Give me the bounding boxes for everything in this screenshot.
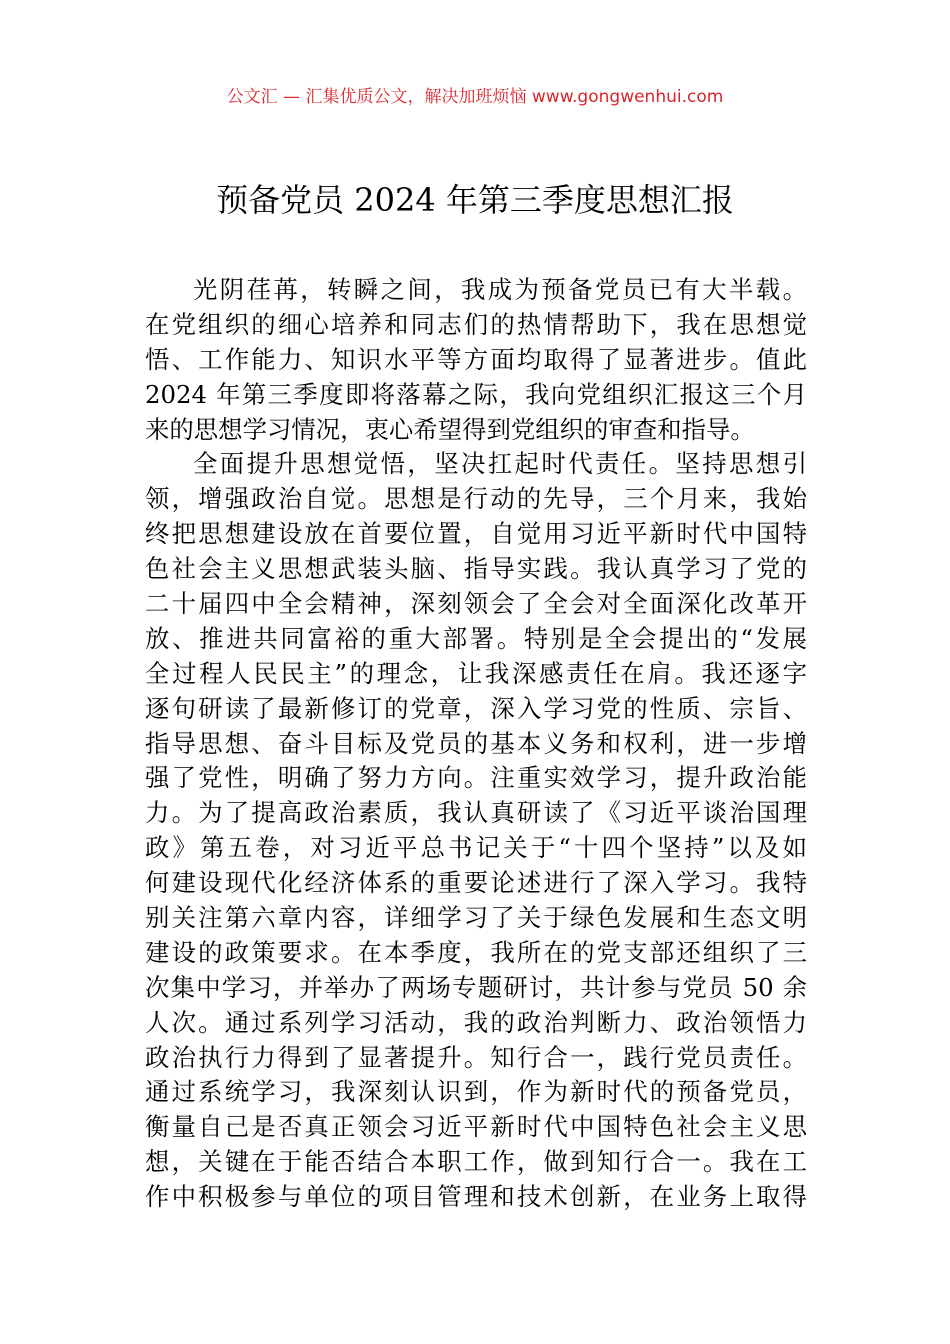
- text-line: 建设的政策要求。在本季度，我所在的党支部还组织了三: [145, 937, 807, 967]
- text-line: 政治执行力得到了显著提升。知行合一，践行党员责任。: [145, 1042, 807, 1072]
- text-line: 终把思想建设放在首要位置，自觉用习近平新时代中国特: [145, 519, 807, 549]
- text-line: 强了党性，明确了努力方向。注重实效学习，提升政治能: [145, 763, 807, 793]
- paragraph-main: [145, 447, 807, 1215]
- text-line: 全面提升思想觉悟，坚决扛起时代责任。坚持思想引: [193, 449, 807, 479]
- document-body: [145, 273, 807, 1215]
- text-line: 作中积极参与单位的项目管理和技术创新，在业务上取得: [145, 1182, 807, 1212]
- text-line: 逐句研读了最新修订的党章，深入学习党的性质、宗旨、: [145, 693, 807, 723]
- text-line: 在党组织的细心培养和同志们的热情帮助下，我在思想觉: [145, 309, 807, 339]
- text-line: 2024 年第三季度即将落幕之际，我向党组织汇报这三个月: [145, 379, 807, 409]
- text-line: 衡量自己是否真正领会习近平新时代中国特色社会主义思: [145, 1112, 807, 1142]
- text-line: 领，增强政治自觉。思想是行动的先导，三个月来，我始: [145, 484, 807, 514]
- header-banner: 公文汇 — 汇集优质公文，解决加班烦恼 www.gongwenhui.com: [226, 87, 724, 107]
- text-line: 政》第五卷，对习近平总书记关于“十四个坚持”以及如: [145, 833, 807, 863]
- document-title: 预备党员 2024 年第三季度思想汇报: [216, 181, 734, 219]
- text-line: 二十届四中全会精神，深刻领会了全会对全面深化改革开: [145, 589, 807, 619]
- text-line: 放、推进共同富裕的重大部署。特别是全会提出的“发展: [145, 623, 807, 653]
- text-line: 人次。通过系列学习活动，我的政治判断力、政治领悟力: [145, 1007, 807, 1037]
- text-line: 色社会主义思想武装头脑、指导实践。我认真学习了党的: [145, 554, 807, 584]
- text-line: 来的思想学习情况，衷心希望得到党组织的审查和指导。: [145, 414, 755, 444]
- text-line: 全过程人民民主”的理念，让我深感责任在肩。我还逐字: [145, 658, 807, 688]
- text-line: 悟、工作能力、知识水平等方面均取得了显著进步。值此: [145, 344, 807, 374]
- text-line: 力。为了提高政治素质，我认真研读了《习近平谈治国理: [145, 798, 807, 828]
- text-line: 光阴荏苒，转瞬之间，我成为预备党员已有大半载。: [193, 275, 807, 304]
- text-line: 别关注第六章内容，详细学习了关于绿色发展和生态文明: [145, 903, 807, 933]
- text-line: 想，关键在于能否结合本职工作，做到知行合一。我在工: [145, 1147, 807, 1177]
- text-line: 次集中学习，并举办了两场专题研讨，共计参与党员 50 余: [145, 972, 807, 1002]
- text-line: 通过系统学习，我深刻认识到，作为新时代的预备党员，: [145, 1077, 807, 1107]
- paragraph-intro: [145, 273, 807, 447]
- text-line: 何建设现代化经济体系的重要论述进行了深入学习。我特: [145, 868, 807, 898]
- text-line: 指导思想、奋斗目标及党员的基本义务和权利，进一步增: [145, 728, 807, 758]
